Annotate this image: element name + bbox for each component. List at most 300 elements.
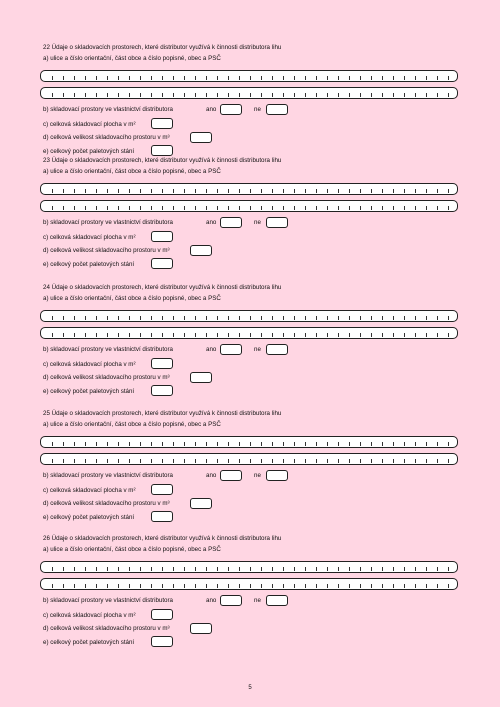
comb-tick — [437, 76, 438, 80]
address-label: a) ulice a číslo orientační, část obce a číslo popisné, obec a PSČ — [43, 421, 221, 428]
comb-tick — [272, 442, 273, 446]
comb-tick — [206, 316, 207, 320]
comb-tick — [63, 93, 64, 97]
comb-tick — [371, 206, 372, 210]
address-line-2-field[interactable] — [40, 87, 458, 99]
comb-tick — [415, 189, 416, 193]
comb-tick — [173, 76, 174, 80]
comb-tick — [129, 459, 130, 463]
address-line-2-field[interactable] — [40, 200, 458, 212]
no-label: ne — [254, 346, 261, 353]
no-checkbox[interactable] — [266, 104, 288, 115]
comb-tick — [327, 93, 328, 97]
comb-tick — [162, 442, 163, 446]
comb-tick — [250, 584, 251, 588]
comb-tick — [239, 567, 240, 571]
no-label: ne — [254, 106, 261, 113]
comb-tick — [162, 206, 163, 210]
comb-tick — [195, 189, 196, 193]
ownership-label: b) skladovací prostory ve vlastnictví distributora — [43, 472, 173, 479]
comb-tick — [118, 333, 119, 337]
comb-tick — [327, 316, 328, 320]
comb-tick — [228, 206, 229, 210]
comb-tick — [360, 459, 361, 463]
comb-tick — [382, 76, 383, 80]
comb-tick — [371, 584, 372, 588]
comb-tick — [129, 584, 130, 588]
no-checkbox[interactable] — [266, 470, 288, 481]
comb-tick — [272, 584, 273, 588]
comb-tick — [239, 206, 240, 210]
comb-tick — [404, 442, 405, 446]
comb-tick — [294, 584, 295, 588]
comb-tick — [305, 442, 306, 446]
comb-tick — [162, 76, 163, 80]
comb-tick — [404, 316, 405, 320]
comb-tick — [96, 584, 97, 588]
comb-tick — [151, 76, 152, 80]
comb-tick — [239, 76, 240, 80]
comb-tick — [184, 93, 185, 97]
comb-tick — [173, 206, 174, 210]
comb-tick — [404, 189, 405, 193]
section-title: 23 Údaje o skladovacích prostorech, které distributor využívá k činnosti distributora lihu — [43, 157, 282, 164]
comb-tick — [85, 333, 86, 337]
comb-tick — [294, 442, 295, 446]
volume-field[interactable] — [190, 372, 212, 383]
comb-tick — [250, 189, 251, 193]
comb-tick — [85, 93, 86, 97]
comb-tick — [228, 189, 229, 193]
comb-tick — [338, 189, 339, 193]
comb-tick — [140, 584, 141, 588]
yes-label: ano — [206, 106, 217, 113]
comb-tick — [74, 76, 75, 80]
comb-tick — [118, 459, 119, 463]
comb-tick — [63, 76, 64, 80]
comb-tick — [305, 189, 306, 193]
comb-tick — [118, 442, 119, 446]
comb-tick — [294, 189, 295, 193]
comb-tick — [415, 442, 416, 446]
comb-tick — [239, 93, 240, 97]
pallet-label: e) celkový počet paletových stání — [43, 388, 135, 395]
comb-tick — [448, 316, 449, 320]
pallet-field[interactable] — [151, 145, 173, 156]
comb-tick — [338, 459, 339, 463]
comb-tick — [272, 333, 273, 337]
comb-tick — [371, 316, 372, 320]
comb-tick — [184, 333, 185, 337]
comb-tick — [63, 567, 64, 571]
comb-tick — [272, 206, 273, 210]
comb-tick — [393, 93, 394, 97]
comb-tick — [261, 333, 262, 337]
comb-tick — [338, 316, 339, 320]
comb-tick — [63, 206, 64, 210]
comb-tick — [173, 584, 174, 588]
comb-tick — [195, 206, 196, 210]
comb-tick — [294, 316, 295, 320]
comb-tick — [393, 333, 394, 337]
comb-tick — [448, 93, 449, 97]
comb-tick — [426, 189, 427, 193]
comb-tick — [173, 567, 174, 571]
comb-tick — [448, 76, 449, 80]
area-field[interactable] — [151, 118, 173, 129]
comb-tick — [129, 567, 130, 571]
comb-tick — [349, 316, 350, 320]
address-line-1-field[interactable] — [40, 70, 458, 82]
no-label: ne — [254, 597, 261, 604]
comb-tick — [118, 93, 119, 97]
comb-tick — [217, 567, 218, 571]
comb-tick — [327, 206, 328, 210]
pallet-field[interactable] — [151, 385, 173, 396]
comb-tick — [52, 333, 53, 337]
comb-tick — [382, 333, 383, 337]
comb-tick — [316, 189, 317, 193]
comb-tick — [437, 442, 438, 446]
comb-tick — [294, 333, 295, 337]
address-line-1-field[interactable] — [40, 561, 458, 573]
comb-tick — [327, 459, 328, 463]
comb-tick — [349, 93, 350, 97]
comb-tick — [305, 76, 306, 80]
comb-tick — [52, 206, 53, 210]
yes-label: ano — [206, 597, 217, 604]
comb-tick — [349, 333, 350, 337]
area-label: c) celková skladovací plocha v m² — [43, 487, 136, 494]
comb-tick — [360, 584, 361, 588]
comb-tick — [184, 459, 185, 463]
comb-tick — [140, 189, 141, 193]
comb-tick — [129, 189, 130, 193]
comb-tick — [283, 189, 284, 193]
comb-tick — [173, 93, 174, 97]
volume-label: d) celková velikost skladovacího prostoru v m³ — [43, 500, 170, 507]
comb-tick — [393, 584, 394, 588]
comb-tick — [129, 76, 130, 80]
comb-tick — [250, 459, 251, 463]
comb-tick — [129, 333, 130, 337]
comb-tick — [151, 459, 152, 463]
comb-tick — [316, 206, 317, 210]
comb-tick — [151, 316, 152, 320]
comb-tick — [63, 316, 64, 320]
comb-tick — [426, 459, 427, 463]
comb-tick — [393, 206, 394, 210]
comb-tick — [239, 584, 240, 588]
comb-tick — [151, 567, 152, 571]
area-field[interactable] — [151, 358, 173, 369]
comb-tick — [305, 567, 306, 571]
no-checkbox[interactable] — [266, 595, 288, 606]
comb-tick — [437, 567, 438, 571]
no-checkbox[interactable] — [266, 217, 288, 228]
area-field[interactable] — [151, 609, 173, 620]
comb-tick — [294, 459, 295, 463]
comb-tick — [382, 584, 383, 588]
comb-tick — [217, 333, 218, 337]
comb-tick — [327, 76, 328, 80]
comb-tick — [52, 93, 53, 97]
comb-tick — [272, 76, 273, 80]
comb-tick — [107, 93, 108, 97]
comb-tick — [96, 316, 97, 320]
comb-tick — [195, 333, 196, 337]
comb-tick — [173, 189, 174, 193]
comb-tick — [140, 206, 141, 210]
comb-tick — [217, 93, 218, 97]
comb-tick — [437, 316, 438, 320]
address-label: a) ulice a číslo orientační, část obce a číslo popisné, obec a PSČ — [43, 168, 221, 175]
comb-tick — [360, 316, 361, 320]
comb-tick — [107, 316, 108, 320]
comb-tick — [250, 76, 251, 80]
comb-tick — [74, 206, 75, 210]
comb-tick — [96, 567, 97, 571]
ownership-label: b) skladovací prostory ve vlastnictví distributora — [43, 346, 173, 353]
comb-tick — [316, 76, 317, 80]
comb-tick — [437, 584, 438, 588]
address-line-2-field[interactable] — [40, 453, 458, 465]
comb-tick — [162, 189, 163, 193]
comb-tick — [173, 442, 174, 446]
address-line-1-field[interactable] — [40, 436, 458, 448]
comb-tick — [228, 567, 229, 571]
comb-tick — [151, 584, 152, 588]
comb-tick — [338, 567, 339, 571]
comb-tick — [283, 333, 284, 337]
comb-tick — [140, 442, 141, 446]
comb-tick — [217, 316, 218, 320]
comb-tick — [448, 442, 449, 446]
area-label: c) celková skladovací plocha v m² — [43, 612, 136, 619]
comb-tick — [360, 76, 361, 80]
comb-tick — [140, 93, 141, 97]
comb-tick — [206, 189, 207, 193]
comb-tick — [316, 459, 317, 463]
comb-tick — [415, 333, 416, 337]
comb-tick — [96, 459, 97, 463]
comb-tick — [283, 442, 284, 446]
comb-tick — [415, 76, 416, 80]
comb-tick — [206, 206, 207, 210]
address-label: a) ulice a číslo orientační, část obce a číslo popisné, obec a PSČ — [43, 546, 221, 553]
ownership-label: b) skladovací prostory ve vlastnictví distributora — [43, 597, 173, 604]
comb-tick — [184, 316, 185, 320]
comb-tick — [327, 333, 328, 337]
comb-tick — [360, 189, 361, 193]
comb-tick — [85, 189, 86, 193]
comb-tick — [63, 189, 64, 193]
address-line-2-field[interactable] — [40, 327, 458, 339]
yes-checkbox[interactable] — [220, 104, 242, 115]
comb-tick — [316, 333, 317, 337]
comb-tick — [52, 567, 53, 571]
comb-tick — [107, 76, 108, 80]
yes-checkbox[interactable] — [220, 217, 242, 228]
comb-tick — [107, 459, 108, 463]
comb-tick — [206, 442, 207, 446]
pallet-field[interactable] — [151, 258, 173, 269]
no-checkbox[interactable] — [266, 344, 288, 355]
comb-tick — [184, 206, 185, 210]
comb-tick — [283, 567, 284, 571]
comb-tick — [338, 584, 339, 588]
comb-tick — [382, 459, 383, 463]
comb-tick — [228, 316, 229, 320]
comb-tick — [107, 584, 108, 588]
volume-field[interactable] — [190, 498, 212, 509]
comb-tick — [239, 459, 240, 463]
comb-tick — [305, 316, 306, 320]
comb-tick — [316, 316, 317, 320]
yes-checkbox[interactable] — [220, 344, 242, 355]
comb-tick — [305, 584, 306, 588]
comb-tick — [349, 584, 350, 588]
comb-tick — [261, 93, 262, 97]
pallet-label: e) celkový počet paletových stání — [43, 514, 135, 521]
comb-tick — [426, 584, 427, 588]
comb-tick — [140, 333, 141, 337]
yes-label: ano — [206, 346, 217, 353]
comb-tick — [206, 459, 207, 463]
comb-tick — [261, 206, 262, 210]
yes-label: ano — [206, 472, 217, 479]
comb-tick — [426, 316, 427, 320]
comb-tick — [272, 93, 273, 97]
pallet-field[interactable] — [151, 636, 173, 647]
comb-tick — [52, 459, 53, 463]
pallet-label: e) celkový počet paletových stání — [43, 639, 135, 646]
comb-tick — [52, 442, 53, 446]
comb-tick — [327, 584, 328, 588]
comb-tick — [74, 459, 75, 463]
comb-tick — [426, 442, 427, 446]
volume-field[interactable] — [190, 132, 212, 143]
comb-tick — [107, 189, 108, 193]
comb-tick — [382, 189, 383, 193]
comb-tick — [327, 189, 328, 193]
volume-field[interactable] — [190, 623, 212, 634]
comb-tick — [349, 459, 350, 463]
volume-field[interactable] — [190, 245, 212, 256]
no-label: ne — [254, 472, 261, 479]
address-label: a) ulice a číslo orientační, část obce a číslo popisné, obec a PSČ — [43, 295, 221, 302]
comb-tick — [85, 459, 86, 463]
comb-tick — [360, 206, 361, 210]
comb-tick — [404, 76, 405, 80]
comb-tick — [382, 567, 383, 571]
comb-tick — [195, 567, 196, 571]
comb-tick — [162, 333, 163, 337]
yes-label: ano — [206, 219, 217, 226]
comb-tick — [107, 567, 108, 571]
comb-tick — [305, 206, 306, 210]
volume-label: d) celková velikost skladovacího prostoru v m³ — [43, 625, 170, 632]
comb-tick — [437, 206, 438, 210]
comb-tick — [426, 567, 427, 571]
comb-tick — [85, 316, 86, 320]
comb-tick — [140, 459, 141, 463]
area-field[interactable] — [151, 484, 173, 495]
comb-tick — [316, 567, 317, 571]
comb-tick — [382, 93, 383, 97]
no-label: ne — [254, 219, 261, 226]
comb-tick — [283, 93, 284, 97]
comb-tick — [228, 333, 229, 337]
comb-tick — [217, 206, 218, 210]
comb-tick — [206, 333, 207, 337]
address-line-1-field[interactable] — [40, 310, 458, 322]
comb-tick — [129, 93, 130, 97]
comb-tick — [129, 442, 130, 446]
comb-tick — [118, 316, 119, 320]
comb-tick — [107, 442, 108, 446]
comb-tick — [129, 316, 130, 320]
comb-tick — [228, 584, 229, 588]
comb-tick — [360, 333, 361, 337]
comb-tick — [118, 567, 119, 571]
comb-tick — [415, 567, 416, 571]
comb-tick — [426, 76, 427, 80]
comb-tick — [448, 206, 449, 210]
comb-tick — [404, 206, 405, 210]
address-line-2-field[interactable] — [40, 578, 458, 590]
comb-tick — [140, 567, 141, 571]
comb-tick — [393, 189, 394, 193]
pallet-field[interactable] — [151, 511, 173, 522]
comb-tick — [195, 76, 196, 80]
comb-tick — [184, 567, 185, 571]
comb-tick — [239, 316, 240, 320]
comb-tick — [206, 567, 207, 571]
yes-checkbox[interactable] — [220, 595, 242, 606]
ownership-label: b) skladovací prostory ve vlastnictví distributora — [43, 106, 173, 113]
comb-tick — [195, 93, 196, 97]
comb-tick — [349, 567, 350, 571]
comb-tick — [96, 333, 97, 337]
volume-label: d) celková velikost skladovacího prostoru v m³ — [43, 374, 170, 381]
area-field[interactable] — [151, 231, 173, 242]
comb-tick — [63, 442, 64, 446]
comb-tick — [305, 333, 306, 337]
comb-tick — [360, 93, 361, 97]
section-title: 25 Údaje o skladovacích prostorech, které distributor využívá k činnosti distributora lihu — [43, 410, 282, 417]
comb-tick — [162, 316, 163, 320]
comb-tick — [426, 93, 427, 97]
comb-tick — [415, 584, 416, 588]
comb-tick — [316, 584, 317, 588]
comb-tick — [96, 442, 97, 446]
comb-tick — [206, 76, 207, 80]
comb-tick — [151, 206, 152, 210]
comb-tick — [195, 316, 196, 320]
comb-tick — [74, 567, 75, 571]
address-line-1-field[interactable] — [40, 183, 458, 195]
comb-tick — [250, 316, 251, 320]
comb-tick — [228, 442, 229, 446]
comb-tick — [448, 459, 449, 463]
comb-tick — [327, 567, 328, 571]
comb-tick — [261, 442, 262, 446]
comb-tick — [261, 567, 262, 571]
yes-checkbox[interactable] — [220, 470, 242, 481]
area-label: c) celková skladovací plocha v m² — [43, 361, 136, 368]
comb-tick — [294, 76, 295, 80]
